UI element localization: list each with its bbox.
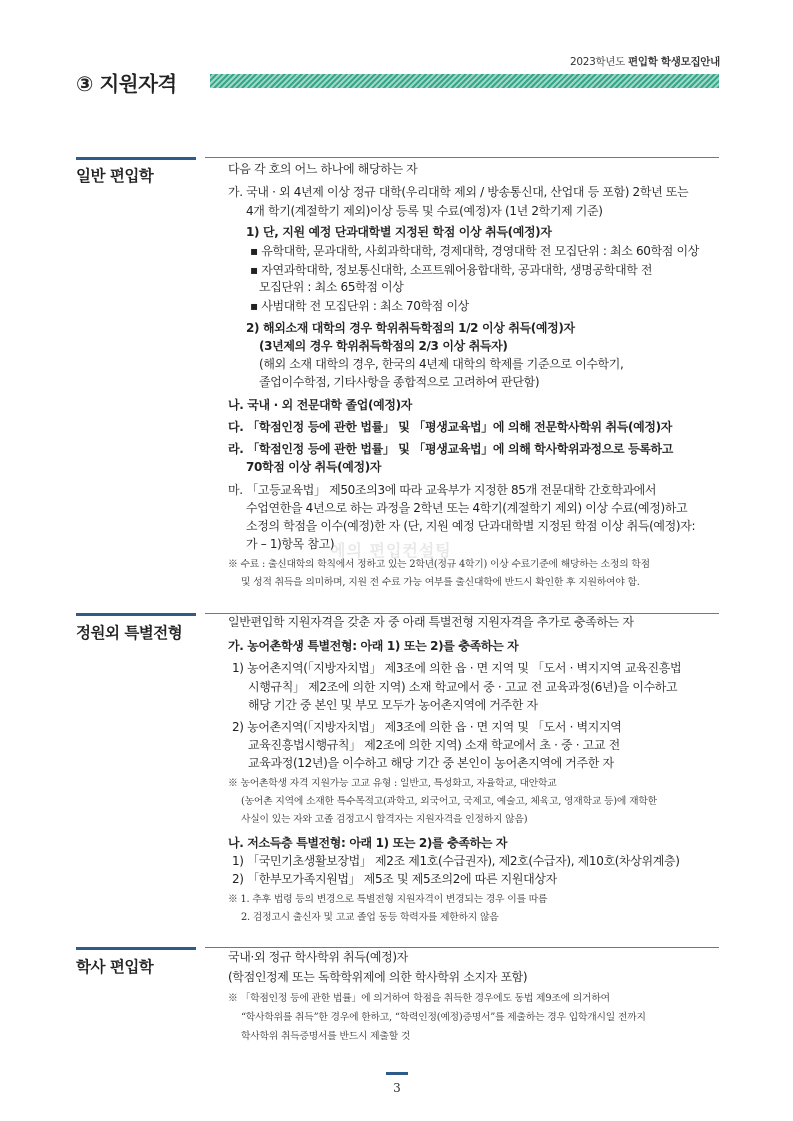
bachelor-line: (학점인정제 또는 독학학위제에 의한 학사학위 소지자 포함) [228, 970, 528, 984]
special-line: 가. 농어촌학생 특별전형: 아래 1) 또는 2)를 충족하는 자 [228, 639, 519, 653]
special-note: 2. 검정고시 출신자 및 고교 졸업 동등 학력자를 제한하지 않음 [241, 912, 499, 923]
special-line: 2) 「한부모가족지원법」 제5조 및 제5조의2에 따른 지원대상자 [232, 872, 557, 886]
general-line: 1) 단, 지원 예정 단과대학별 지정된 학점 이상 취득(예정)자 [246, 225, 552, 239]
bachelor-line: 국내·외 정규 학사학위 취득(예정)자 [228, 950, 408, 964]
special-label: 정원외 특별전형 [76, 624, 183, 642]
section-title: ③ 지원자격 [76, 67, 183, 97]
general-line: 수업연한을 4년으로 하는 과정을 2학년 또는 4학기(계절학기 제외) 이상 수료(예정)하고 [246, 501, 688, 515]
special-note: 사실이 있는 자와 고졸 검정고시 합격자는 지원자격을 인정하지 않음) [241, 814, 528, 825]
general-line: 가. 국내 · 외 4년제 이상 정규 대학(우리대학 제외 / 방송통신대, 산업대 등 포함) 2학년 또는 [228, 185, 689, 199]
general-line: 70학점 이상 취득(예정)자 [246, 460, 382, 474]
special-line: 해당 기간 중 본인 및 부모 모두가 농어촌지역에 거주한 자 [248, 698, 538, 712]
general-line: 4개 학기(계절학기 제외)이상 등록 및 수료(예정)자 (1년 2학기제 기준) [246, 204, 603, 218]
special-line: 1) 농어촌지역(「지방자치법」 제3조에 의한 읍 · 면 지역 및 「도서 · 벽지지역 교육진흥법 [232, 661, 682, 675]
label-bar [76, 157, 196, 160]
section-divider [205, 157, 719, 158]
page-number-bar [386, 1072, 408, 1075]
general-line: (3년제의 경우 학위취득학점의 2/3 이상 취득자) [259, 339, 508, 353]
general-line: 소정의 학점을 이수(예정)한 자 (단, 지원 예정 단과대학별 지정된 학점 이상 취득(예정)자: [246, 519, 696, 533]
header-meta [570, 54, 720, 69]
special-note: (농어촌 지역에 소재한 특수목적고(과학고, 외국어고, 국제고, 예술고, 체육고, 영재학교 등)에 재학한 [241, 796, 657, 807]
header-year: 2023학년도 [569, 56, 625, 68]
label-bar [76, 613, 196, 616]
general-line: 모집단위 : 최소 65학점 이상 [259, 280, 404, 294]
label-bar [76, 947, 196, 950]
general-line: ▪ 사범대학 전 모집단위 : 최소 70학점 이상 [250, 299, 469, 313]
general-note: 및 성적 취득을 의미하며, 지원 전 수료 가능 여부를 출신대학에 반드시 확인한 후 지원하여야 함. [241, 577, 640, 588]
bachelor-label: 학사 편입학 [76, 958, 154, 976]
general-line: 다음 각 호의 어느 하나에 해당하는 자 [228, 162, 418, 176]
special-note: ※ 농어촌학생 자격 지원가능 고교 유형 : 일반고, 특성화고, 자율학교, 대안학교 [228, 778, 557, 789]
header-title: 편입학 학생모집안내 [628, 56, 720, 68]
general-line: 마. 「고등교육법」 제50조의3에 따라 교육부가 지정한 85개 전문대학 간호학과에서 [228, 483, 657, 497]
general-note: ※ 수료 : 출신대학의 학칙에서 정하고 있는 2학년(정규 4학기) 이상 수료기준에 해당하는 소정의 학점 [228, 559, 650, 570]
special-line: 1) 「국민기초생활보장법」 제2조 제1호(수급권자), 제2호(수급자), 제10호(차상위계층) [232, 854, 680, 868]
general-line: 나. 국내 · 외 전문대학 졸업(예정)자 [228, 398, 412, 412]
special-line: 일반편입학 지원자격을 갖춘 자 중 아래 특별전형 지원자격을 추가로 충족하는 자 [228, 615, 634, 629]
general-line: ▪ 유학대학, 문과대학, 사회과학대학, 경제대학, 경영대학 전 모집단위 : 최소 60학점 이상 [250, 244, 700, 258]
general-line: 가 – 1)항목 참고) [246, 537, 335, 551]
general-line: (해외 소재 대학의 경우, 한국의 4년제 대학의 학제를 기준으로 이수학기, [259, 357, 624, 371]
general-line: 2) 해외소재 대학의 경우 학위취득학점의 1/2 이상 취득(예정)자 [246, 321, 575, 335]
general-label: 일반 편입학 [76, 167, 154, 185]
general-line: 라. 「학점인정 등에 관한 법률」 및 「평생교육법」에 의해 학사학위과정으로 등록하고 [228, 442, 674, 456]
special-note: ※ 1. 추후 법령 등의 변경으로 특별전형 지원자격이 변경되는 경우 이를 따름 [228, 894, 548, 905]
watermark: 에의 편입컨설팅 [330, 541, 452, 560]
special-line: 교육진흥법시행규칙」 제2조에 의한 지역) 소재 학교에서 초 · 중 · 고교 전 [248, 738, 620, 752]
bachelor-note: ※ 「학점인정 등에 관한 법률」에 의거하여 학점을 취득한 경우에도 동법 제9조에 의거하여 [228, 993, 610, 1004]
general-line: ▪ 자연과학대학, 정보통신대학, 소프트웨어융합대학, 공과대학, 생명공학대학 전 [250, 263, 653, 277]
section-divider [205, 947, 719, 948]
special-line: 시행규칙」 제2조에 의한 지역) 소재 학교에서 중 · 고교 전 교육과정(6년)을 이수하고 [248, 680, 678, 694]
bachelor-note: “학사학위를 취득”한 경우에 한하고, “학력인정(예정)증명서”를 제출하는 경우 입학개시일 전까지 [241, 1012, 646, 1023]
general-line: 다. 「학점인정 등에 관한 법률」 및 「평생교육법」에 의해 전문학사학위 취득(예정)자 [228, 420, 673, 434]
special-line: 교육과정(12년)을 이수하고 해당 기간 중 본인이 농어촌지역에 거주한 자 [248, 756, 614, 770]
title-stripe [210, 74, 719, 88]
general-line: 졸업이수학점, 기타사항을 종합적으로 고려하여 판단함) [259, 375, 540, 389]
page-number: 3 [393, 1081, 401, 1095]
special-line: 나. 저소득층 특별전형: 아래 1) 또는 2)를 충족하는 자 [228, 836, 508, 850]
bachelor-note: 학사학위 취득증명서를 반드시 제출할 것 [241, 1031, 411, 1042]
special-line: 2) 농어촌지역(「지방자치법」 제3조에 의한 읍 · 면 지역 및 「도서 · 벽지지역 [232, 720, 622, 734]
